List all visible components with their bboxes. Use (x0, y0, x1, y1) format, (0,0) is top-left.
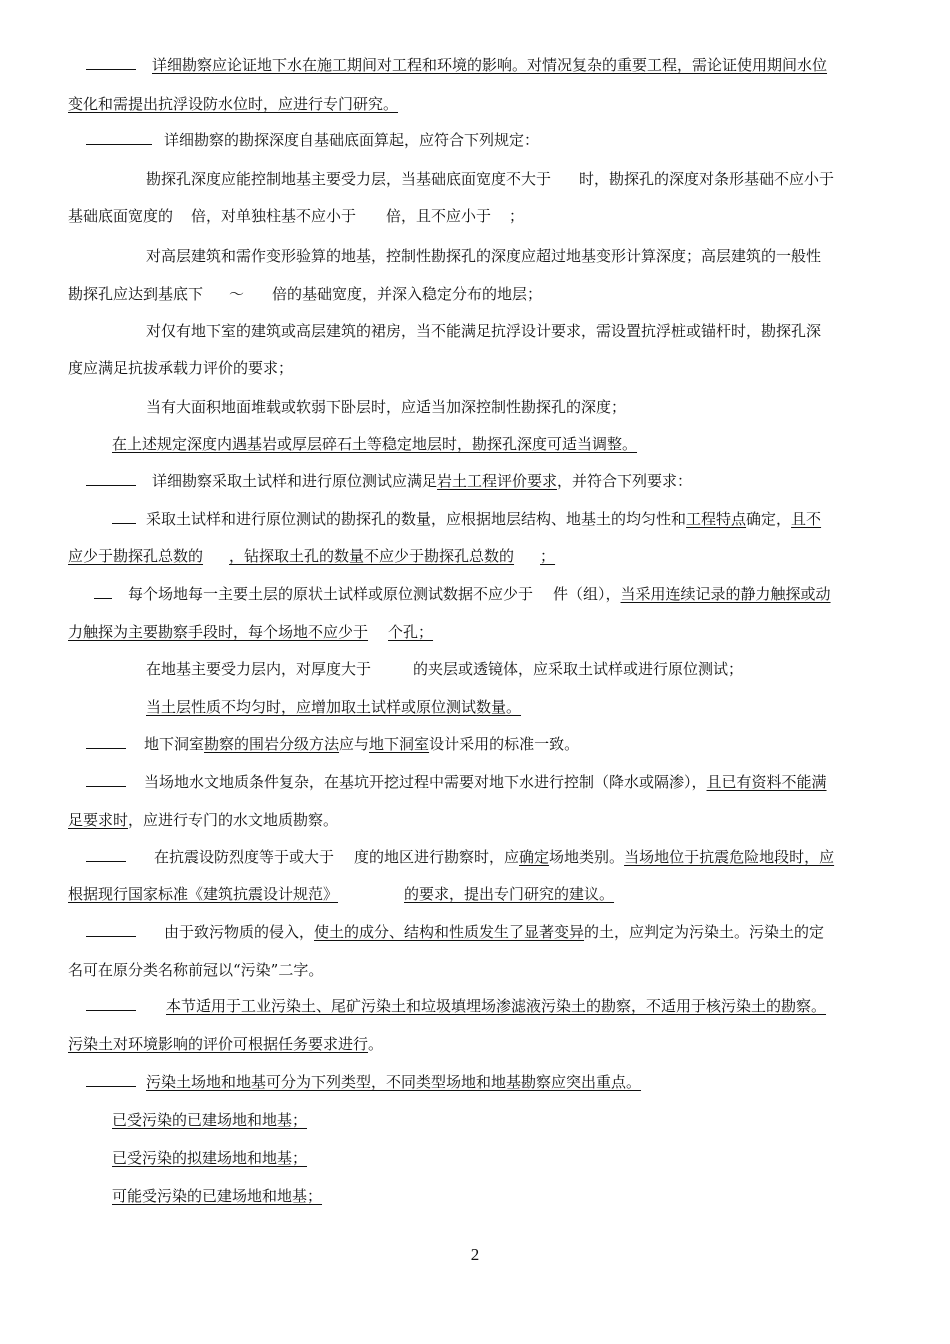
text-line: 详细勘察采取土试样和进行原位测试应满足岩土工程评价要求，并符合下列要求： (68, 471, 908, 491)
text-line: 在上述规定深度内遇基岩或厚层碎石土等稳定地层时，勘探孔深度可适当调整。 (112, 435, 638, 453)
text-line: 由于致污物质的侵入，使土的成分、结构和性质发生了显著变异的土，应判定为污染土。污染土的定 (68, 922, 908, 942)
text-line: 当土层性质不均匀时，应增加取土试样或原位测试数量。 (146, 698, 522, 716)
text-line: 当场地水文地质条件复杂，在基坑开挖过程中需要对地下水进行控制（降水或隔渗），且已有资料不能满 (68, 772, 908, 792)
text-line: 当有大面积地面堆载或软弱下卧层时，应适当加深控制性勘探孔的深度； (146, 398, 627, 416)
blank-field (86, 734, 126, 749)
text-line: 勘探孔深度应能控制地基主要受力层，当基础底面宽度不大于 时，勘探孔的深度对条形基础不应小于 (146, 170, 835, 188)
text-line: 采取土试样和进行原位测试的勘探孔的数量，应根据地层结构、地基土的均匀性和工程特点确定，且不 (68, 509, 908, 529)
text-line: 基础底面宽度的 倍，对单独柱基不应小于 倍，且不应小于 ； (68, 207, 525, 225)
blank-field (86, 922, 136, 937)
text-line: 每个场地每一主要土层的原状土试样或原位测试数据不应少于 件（组），当采用连续记录的静力触探或动 (68, 584, 908, 604)
text-line: 在抗震设防烈度等于或大于 度的地区进行勘察时，应确定场地类别。当场地位于抗震危险地段时，应 (68, 847, 908, 867)
text-line: 名可在原分类名称前冠以“污染”二字。 (68, 961, 324, 979)
blank-field (86, 847, 126, 862)
text-line: 勘探孔应达到基底下 ～ 倍的基础宽度，并深入稳定分布的地层； (68, 285, 543, 303)
text-line: 详细勘察的勘探深度自基础底面算起，应符合下列规定： (68, 130, 908, 150)
text-line: 对高层建筑和需作变形验算的地基，控制性勘探孔的深度应超过地基变形计算深度；高层建筑的一般性 (146, 247, 822, 265)
blank-field (112, 509, 136, 524)
text-line: 变化和需提出抗浮设防水位时，应进行专门研究。 (68, 95, 399, 113)
text-line: 度应满足抗拔承载力评价的要求； (68, 359, 294, 377)
text-line: 本节适用于工业污染土、尾矿污染土和垃圾填埋场渗滤液污染土的勘察，不适用于核污染土的勘察。 (68, 996, 908, 1016)
text-line: 力触探为主要勘察手段时，每个场地不应少于 个孔； (68, 623, 434, 641)
blank-field (86, 130, 152, 145)
text-line: 污染土场地和地基可分为下列类型，不同类型场地和地基勘察应突出重点。 (68, 1072, 908, 1092)
blank-field (86, 1072, 136, 1087)
text-line: 可能受污染的已建场地和地基； (112, 1187, 323, 1205)
text-line: 足要求时，应进行专门的水文地质勘察。 (68, 811, 339, 829)
text-line: 根据现行国家标准《建筑抗震设计规范》 的要求，提出专门研究的建议。 (68, 885, 615, 903)
page-number: 2 (470, 1245, 480, 1264)
text-line: 对仅有地下室的建筑或高层建筑的裙房，当不能满足抗浮设计要求，需设置抗浮桩或锚杆时，勘探孔深 (146, 322, 822, 340)
blank-field (86, 996, 136, 1011)
blank-field (86, 471, 136, 486)
text-line: 已受污染的拟建场地和地基； (112, 1149, 308, 1167)
text-line: 已受污染的已建场地和地基； (112, 1111, 308, 1129)
blank-field (86, 55, 136, 70)
text-line: 应少于勘探孔总数的 ，钻探取土孔的数量不应少于勘探孔总数的 ； (68, 547, 556, 565)
text-line: 污染土对环境影响的评价可根据任务要求进行。 (68, 1035, 384, 1053)
blank-field (94, 584, 112, 599)
blank-field (86, 772, 126, 787)
text-line: 详细勘察应论证地下水在施工期间对工程和环境的影响。对情况复杂的重要工程，需论证使用期间水位 (68, 55, 908, 75)
text-line: 在地基主要受力层内，对厚度大于 的夹层或透镜体，应采取土试样或进行原位测试； (146, 660, 744, 678)
text-line: 地下洞室勘察的围岩分级方法应与地下洞室设计采用的标准一致。 (68, 734, 908, 754)
